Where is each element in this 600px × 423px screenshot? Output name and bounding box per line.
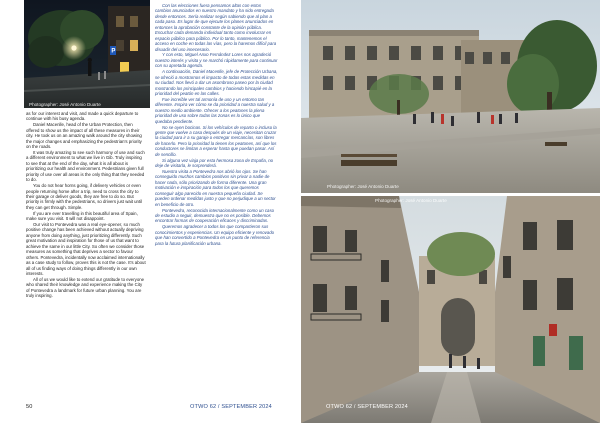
paragraph: Si alguna vez viaja por esta hermosa zona de España, no deje de visitarla, le sorprenderá. xyxy=(155,157,274,169)
photo-credit: Photographer: José Antonio Duarte xyxy=(375,198,447,203)
svg-text:P: P xyxy=(111,48,116,55)
photo-credit: Photographer: José Antonio Duarte xyxy=(327,184,399,189)
paragraph: Daniel Macenlle, head of the Urban Protection, then offered to show us the impact of all these measures in their city. He took us on an amazing walk around the city showing the major changes and emphasizing the pedestrian’s priority on the roads. xyxy=(26,122,142,150)
paragraph: Con las elecciones fuera pensamos altas con estos cambios anunciados en nuestro mandato y ha sido entregada desde entonces. Sería realizar según sabiendo que al plan a cada paso. Es lugar de que ejecute los planes anunciados en entonces la aprobación constante de la opinión pública. Escuchar cada demanda individual tanto como involucrar en espacio público para público. Por lo tanto, mantenemos el acceso en coche en todas las vías, pero la haremos difícil para disuadir del uso innecesario. xyxy=(155,3,277,52)
photo-credit: Photographer: José Antonio Duarte xyxy=(29,102,101,107)
issue-footer: OTWO 62 / SEPTEMBER 2024 xyxy=(190,404,272,410)
paragraph: Our visit to Pontevedra was a real eye-opener, so much positive change has been achieved without actually depriving anyone from doing anything, just prioritizing differently. Such great motivation and inspiration for those of us that want to achieve the same in our little City. So often we consider those measures as something that deprives a sector to favour others. Pontevedra, incidentally now acclaimed internationally as a case study to follow, proves this is not the case. It’s about all of us finding ways of doing things differently in our own interests. xyxy=(26,222,146,277)
paragraph: Queremos agradecer a todos los que compartieron sus conocimientos y experiencias. Un equipo eficiente y renovado que han convertido a Pontevedra en un punto de referencia para la futura planificación urbana. xyxy=(155,224,275,246)
paragraph: All of us we would like to extend our gratitude to everyone who shared their knowledge and experience making the City of Pontevedra a landmark for future urban planning. You are truly inspiring. xyxy=(26,276,145,299)
night-street-photo xyxy=(24,0,150,108)
paragraph: You do not hear horns going, if delivery vehicles or even people returning home after a trip, need to cross the city to their garage or deliver goods, they are free to do so. But priority is firmly with the pedestrians, so drivers just wait until they can get through. Simple. xyxy=(26,183,143,210)
paragraph: It was truly amazing to see such harmony of use and such a different environment to what we live in Gib. Truly inspiring to see that at the end of the day, what it is all about is prioritizing our health and environment. Pedestrians given full priority of use over all areas is the only thing that they needed to do. xyxy=(26,149,145,183)
paragraph: Fue increíble ver tal armonía de uso y un entorno tan diferente. Inspira ver cómo se da prioridad a nuestra salud y a nuestro medio ambiente. Ofrecer a los peatones la plena prioridad de uso sobre todas las zonas es lo único que quedaba pendiente. xyxy=(155,96,275,124)
paragraph: No se oyen bocinas. Si los vehículos de reparto o incluso la gente que vuelve a casa después de un viaje, necesitan cruzar la ciudad para ir a su garaje o entregar mercancías, son libres de hacerlo. Pero la prioridad la tienen los peatones, así que los conductores se limitan a esperar hasta que puedan pasar. Así de sencillo. xyxy=(155,124,277,157)
paragraph: Y con esto, Miguel Anxo Fernández Lores nos agradeció nuestro interés y visita y se marchó rápidamente para continuar con su apretada agenda. xyxy=(155,52,278,69)
article-column-spanish xyxy=(155,3,278,246)
paragraph: Pontevedra, reconocida internacionalmente como un caso de estudio a seguir, demuestra que no es posible. Debemos encontrar formas de cooperación eficaces y discriminadas. xyxy=(155,207,275,224)
issue-footer-right: OTWO 62 / SEPTEMBER 2024 xyxy=(326,404,408,410)
paragraph: as for our interest and visit, and made a quick departure to continue with his busy agenda. xyxy=(26,111,139,122)
old-town-street-photo xyxy=(301,196,600,423)
article-column-english xyxy=(26,111,146,299)
page-number: 50 xyxy=(26,404,33,410)
paragraph: If you are ever travelling in this beautiful area of Spain, make sure you visit. It will not disappoint. xyxy=(26,210,138,222)
plaza-photo xyxy=(301,0,600,193)
paragraph: Nuestra visita a Pontevedra nos abrió los ojos. Se han conseguido muchos cambios positivos sin privar a nadie de hacer nada, sólo priorizando de forma diferente. Una gran motivación e inspiración para todos los que queremos conseguir algo parecido en nuestra pequeña ciudad. Se pueden ordenar medidas justo y que no perjudique a un sector en beneficio de otro. xyxy=(155,168,276,207)
paragraph: A continuación, Daniel Macenlle, jefe de Protección Urbana, se ofreció a mostrarnos el impacto de todas estas medidas en su ciudad. Nos llevó a dar un asombroso paseo por la ciudad mostrando los principales cambios y haciendo hincapié en la prioridad del peatón en las calles. xyxy=(155,69,278,97)
